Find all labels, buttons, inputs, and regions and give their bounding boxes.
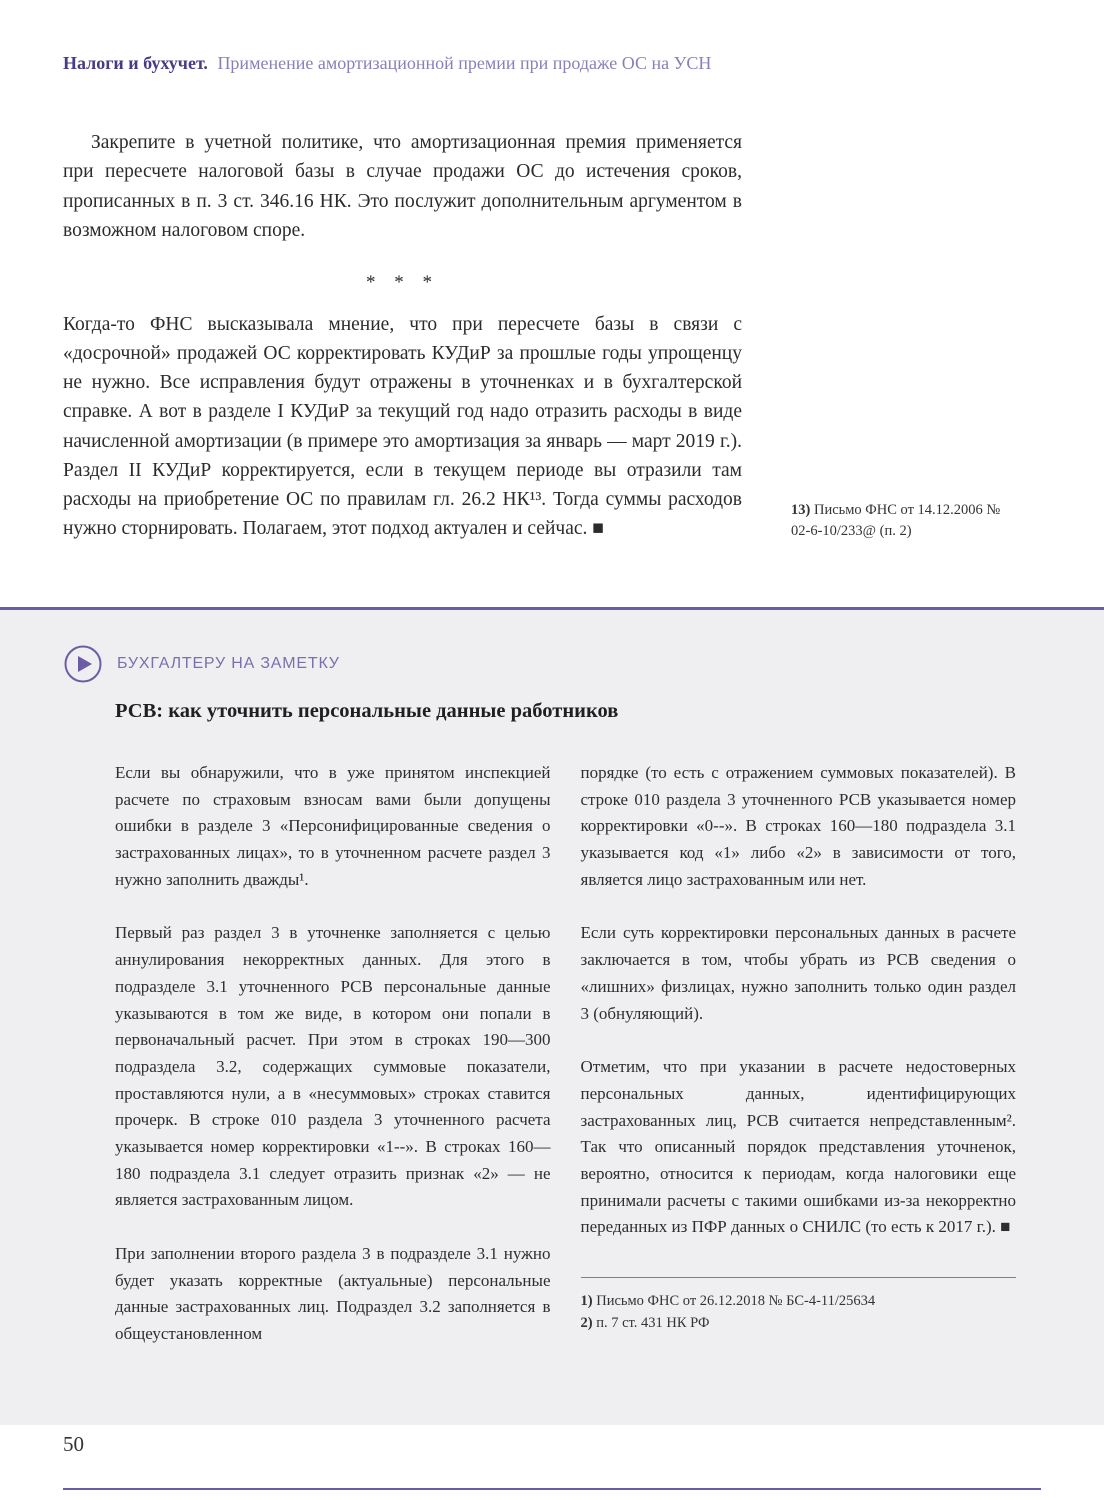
article-paragraph-2: Когда-то ФНС высказывала мнение, что при пересчете базы в связи с «досрочной» продажей ОС корректировать КУДиР за прошлые годы упрощенцу не нужно. Все исправления будут отражены в уточненках и в бухгалтерской справке. А вот в разделе I КУДиР за текущий год надо отразить расходы в виде начисленной амортизации (в примере это амортизация за январь — март 2019 г.). Раздел II КУДиР корректируется, если в текущем периоде вы отразили там расходы на приобретение ОС по правилам гл. 26.2 НК¹³. Тогда суммы расходов нужно сторнировать. Полагаем, этот подход актуален и сейчас. ■ xyxy=(63,313,742,540)
running-article-title: Применение амортизационной премии при продаже ОС на УСН xyxy=(217,53,712,73)
running-head xyxy=(63,52,1041,75)
footnote-text: Письмо ФНС от 14.12.2006 № 02-6-10/233@ (п. 2) xyxy=(791,502,1001,540)
note-box-right-column xyxy=(581,760,1017,1348)
note-box-columns xyxy=(115,760,1016,1348)
note-box-header xyxy=(64,645,340,683)
note-paragraph: При заполнении второго раздела 3 в подразделе 3.1 нужно будет указать корректные (актуальные) персональные данные застрахованных лиц. Подраздел 3.2 заполняется в общеустановленном xyxy=(115,1244,551,1344)
note-paragraph: Если суть корректировки персональных данных в расчете заключается в том, чтобы убрать из РСВ сведения о «лишних» физлицах, нужно заполнить только один раздел 3 (обнуляющий). xyxy=(580,923,1016,1023)
article-body xyxy=(63,128,742,544)
note-paragraph: Если вы обнаружили, что в уже принятом инспекцией расчете по страховым взносам вами были допущены ошибки в разделе 3 «Персонифицированные сведения о застрахованных лицах», то в уточненном расчете раздел 3 нужно заполнить дважды¹. xyxy=(115,763,551,889)
bottom-rule xyxy=(63,1488,1041,1490)
rubric-label: Налоги и бухучет. xyxy=(63,53,208,73)
page-number: 50 xyxy=(63,1432,84,1456)
article-paragraph-1: Закрепите в учетной политике, что амортизационная премия применяется при пересчете налоговой базы в случае продажи ОС до истечения сроков, прописанных в п. 3 ст. 346.16 НК. Это послужит дополнительным аргументом в возможном налоговом споре. xyxy=(63,132,742,241)
note-box-left-column xyxy=(115,760,551,1348)
section-separator: * * * xyxy=(366,272,439,293)
page-header xyxy=(63,52,1041,75)
margin-footnote-13 xyxy=(791,500,1023,542)
note-paragraph: Первый раз раздел 3 в уточненке заполняется с целью аннулирования некорректных данных. Для этого в подразделе 3.1 уточненного РСВ персональные данные указываются в том же виде, в котором они попали в первоначальный расчет. При этом в строках 190—300 подраздела 3.2, содержащих суммовые показатели, проставляются нули, а в «несуммовых» строках ставится прочерк. В строке 010 раздела 3 уточненного расчета указывается номер корректировки «1--». В строках 160—180 подраздела 3.1 следует отразить признак «2» — не является застрахованным лицом. xyxy=(115,923,551,1210)
footnote-text: п. 7 ст. 431 НК РФ xyxy=(596,1315,710,1332)
footnote xyxy=(581,1290,1017,1312)
note-box-title: РСВ: как уточнить персональные данные работников xyxy=(115,700,619,722)
play-icon xyxy=(64,645,102,683)
footnote-number: 1) xyxy=(580,1293,593,1309)
footnote-text: Письмо ФНС от 26.12.2018 № БС-4-11/25634 xyxy=(596,1293,876,1309)
footnote-number: 13) xyxy=(791,502,811,518)
note-paragraph: Отметим, что при указании в расчете недостоверных персональных данных, идентифицирующих застрахованных лиц, РСВ считается непредставленным². Так что описанный порядок представления уточненок, вероятно, относится к периодам, когда налоговики еще принимали расчеты с такими ошибками из-за некорректно переданных из ПФР данных о СНИЛС (то есть к 2017 г.). ■ xyxy=(580,1057,1016,1237)
footnote xyxy=(581,1312,1017,1334)
note-box-kicker: БУХГАЛТЕРУ НА ЗАМЕТКУ xyxy=(117,655,340,672)
note-paragraph: порядке (то есть с отражением суммовых показателей). В строке 010 раздела 3 уточненного РСВ указывается номер корректировки «0--». В строках 160—180 подраздела 3.1 указывается код «1» либо «2» в зависимости от того, является лицо застрахованным или нет. xyxy=(580,763,1016,889)
note-box xyxy=(0,607,1104,1425)
footnote-number: 2) xyxy=(580,1315,593,1332)
note-box-footnotes xyxy=(581,1277,1017,1335)
